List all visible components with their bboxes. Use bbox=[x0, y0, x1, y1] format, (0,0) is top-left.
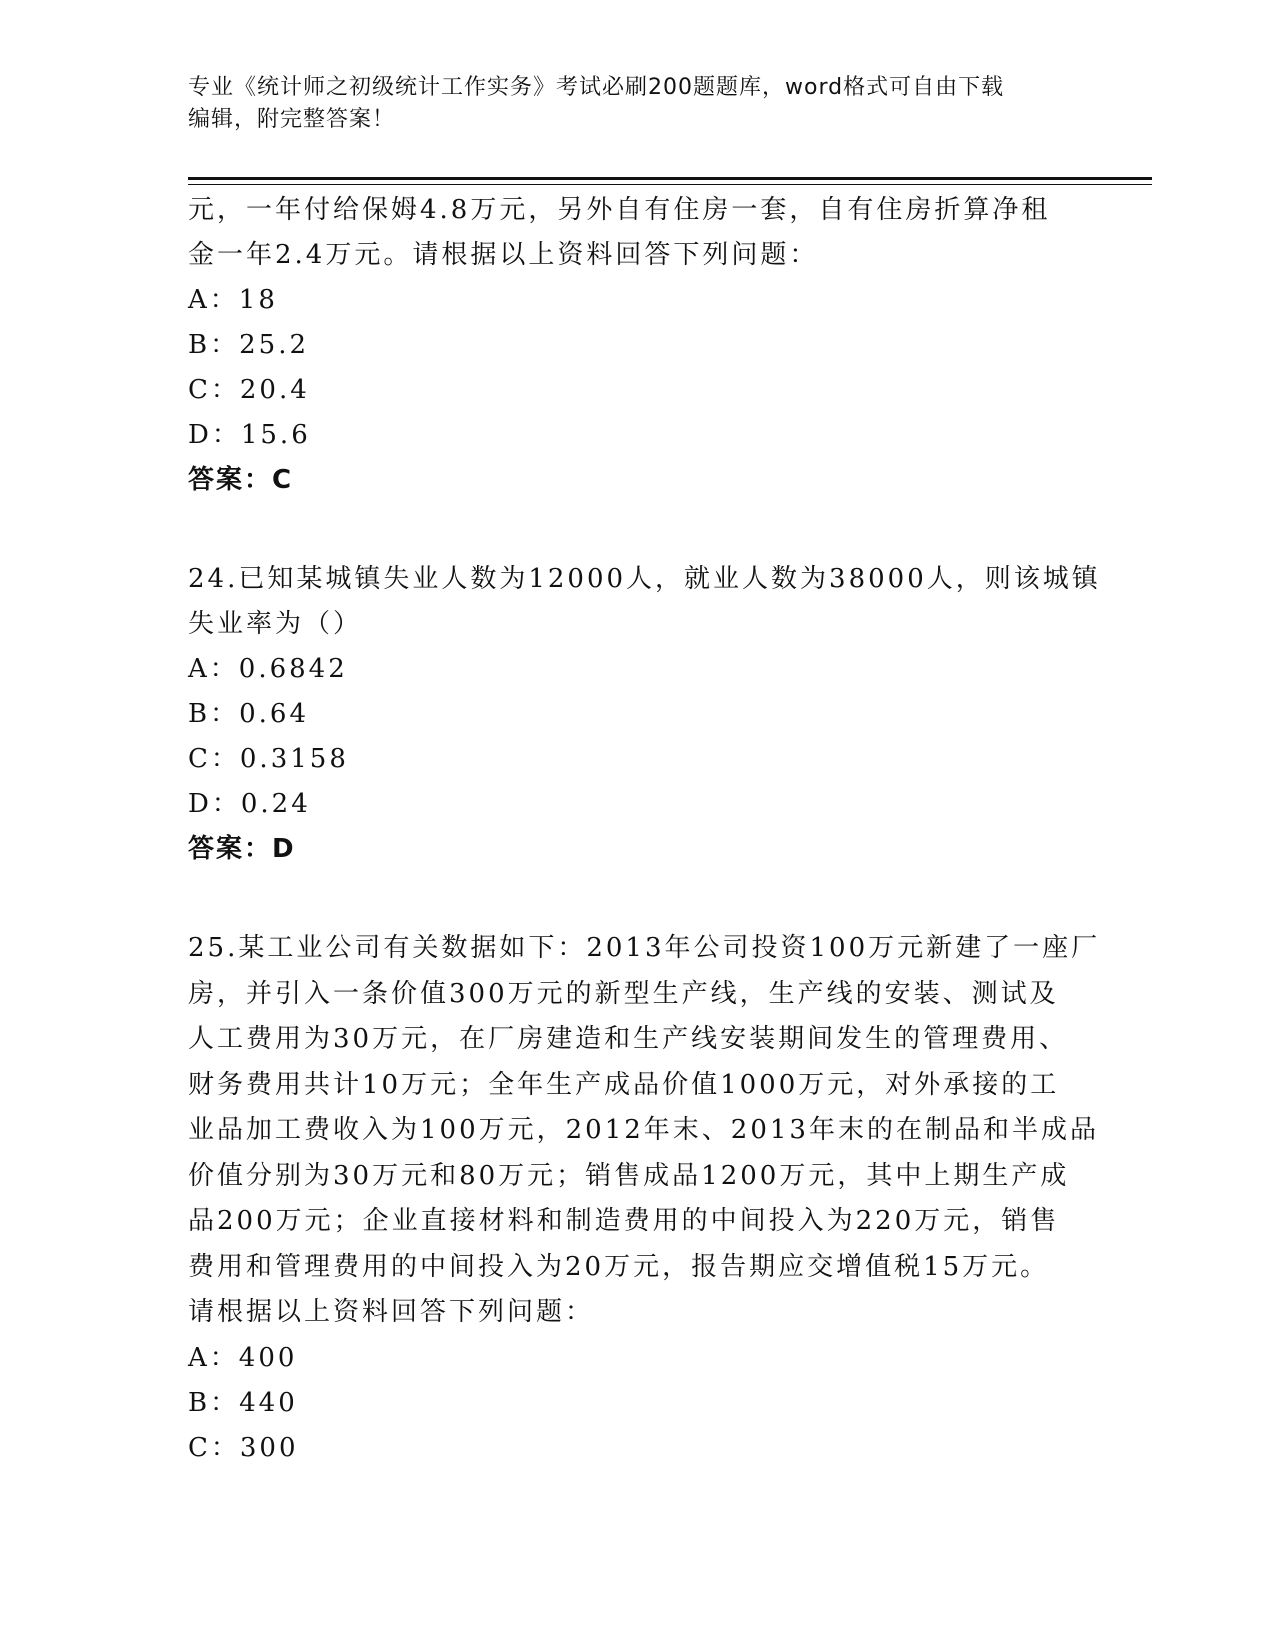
option-d: D：15.6 bbox=[188, 420, 311, 450]
document-header bbox=[188, 72, 1068, 136]
option-b: B：0.64 bbox=[188, 699, 309, 729]
question-25 bbox=[188, 926, 1101, 1471]
question-stem-line: 金一年2.4万元。请根据以上资料回答下列问题： bbox=[188, 240, 819, 270]
question-stem-line: 品200万元；企业直接材料和制造费用的中间投入为220万元，销售 bbox=[188, 1206, 1060, 1236]
question-stem-line: 24.已知某城镇失业人数为12000人，就业人数为38000人，则该城镇 bbox=[188, 564, 1101, 594]
question-spacer bbox=[188, 503, 1088, 557]
answer-line: 答案：C bbox=[188, 465, 294, 495]
option-a: A：0.6842 bbox=[188, 654, 348, 684]
option-d: D：0.24 bbox=[188, 789, 311, 819]
question-stem-line: 房，并引入一条价值300万元的新型生产线，生产线的安装、测试及 bbox=[188, 978, 1059, 1009]
question-24 bbox=[188, 557, 1101, 872]
question-stem-line: 人工费用为30万元，在厂房建造和生产线安装期间发生的管理费用、 bbox=[188, 1024, 1069, 1054]
answer-line: 答案：D bbox=[188, 834, 296, 864]
question-stem-line: 价值分别为30万元和80万元；销售成品1200万元，其中上期生产成 bbox=[188, 1160, 1070, 1191]
question-stem-line: 元，一年付给保姆4.8万元，另外自有住房一套，自有住房折算净租 bbox=[188, 195, 1051, 225]
question-stem-line: 失业率为（） bbox=[188, 609, 363, 639]
question-stem-line: 请根据以上资料回答下列问题： bbox=[188, 1297, 595, 1327]
question-spacer bbox=[188, 872, 1088, 926]
question-stem-line: 费用和管理费用的中间投入为20万元，报告期应交增值税15万元。 bbox=[188, 1251, 1050, 1282]
header-title-line-2: 编辑，附完整答案！ bbox=[188, 107, 396, 132]
header-divider-thin bbox=[188, 184, 1152, 185]
option-a: A：400 bbox=[188, 1342, 298, 1373]
question-stem-line: 25.某工业公司有关数据如下：2013年公司投资100万元新建了一座厂 bbox=[188, 933, 1101, 963]
option-a: A：18 bbox=[188, 285, 278, 315]
option-c: C：0.3158 bbox=[188, 744, 349, 774]
option-c: C：20.4 bbox=[188, 375, 310, 405]
option-b: B：25.2 bbox=[188, 330, 309, 360]
header-divider-thick bbox=[188, 177, 1152, 180]
question-list bbox=[188, 188, 1101, 1471]
question-23 bbox=[188, 188, 1088, 503]
option-c: C：300 bbox=[188, 1432, 299, 1463]
question-stem-line: 财务费用共计10万元；全年生产成品价值1000万元，对外承接的工 bbox=[188, 1069, 1060, 1100]
question-stem-line: 业品加工费收入为100万元，2012年末、2013年末的在制品和半成品 bbox=[188, 1115, 1099, 1145]
header-title-line-1: 专业《统计师之初级统计工作实务》考试必刷200题题库，word格式可自由下载 bbox=[188, 75, 1005, 100]
option-b: B：440 bbox=[188, 1387, 298, 1418]
